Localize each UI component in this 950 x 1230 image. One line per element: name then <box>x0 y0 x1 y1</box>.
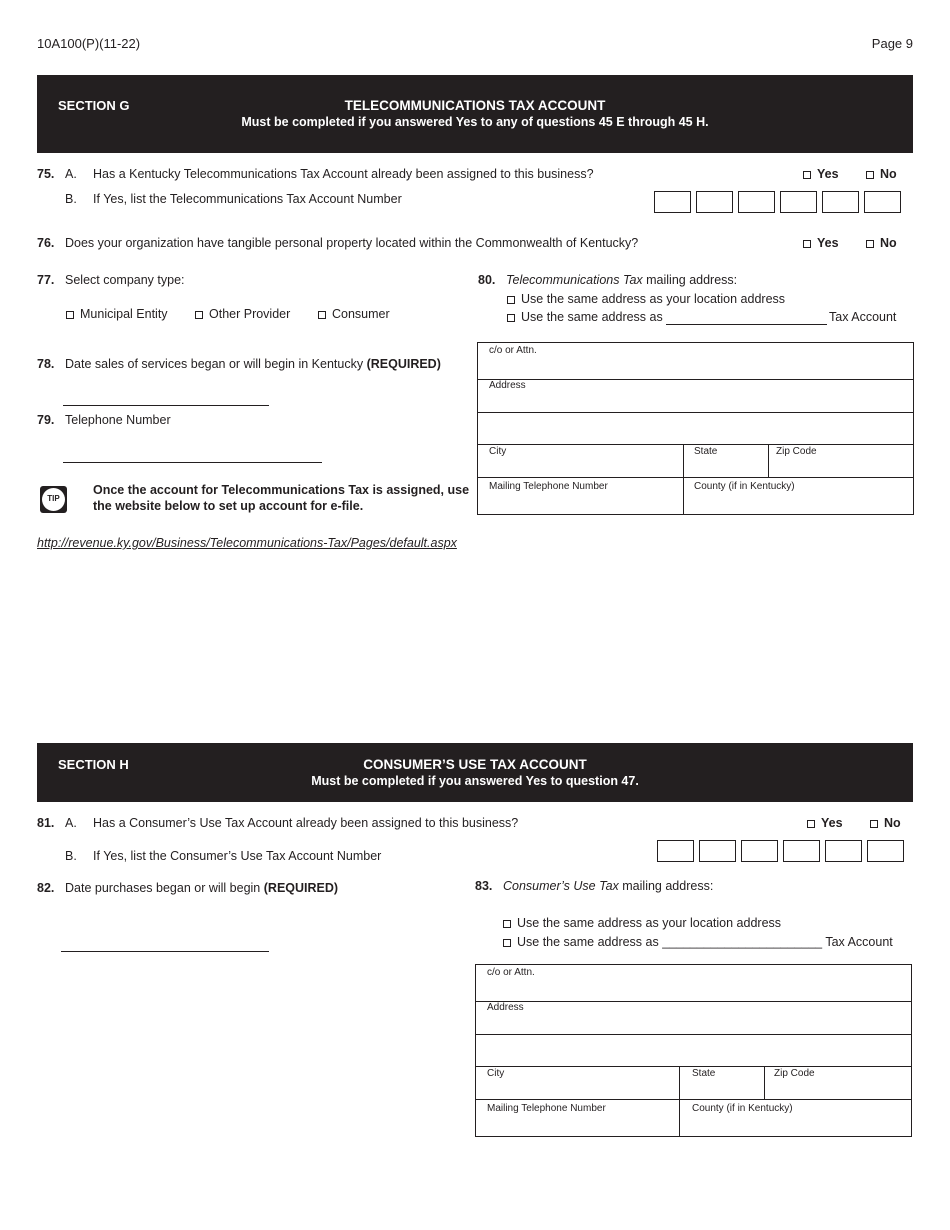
q83-title <box>503 879 713 893</box>
q80-number: 80. <box>478 273 496 287</box>
h-attn-label: c/o or Attn. <box>487 967 535 978</box>
q79-text: Telephone Number <box>65 413 171 427</box>
q81a-letter: A. <box>65 816 77 830</box>
q77-text: Select company type: <box>65 273 185 287</box>
q80-tax-account-field[interactable] <box>666 324 827 325</box>
q81-account-digit-box[interactable] <box>783 840 820 862</box>
q75a-letter: A. <box>65 167 77 181</box>
g-county-label: County (if in Kentucky) <box>694 481 795 492</box>
q83-location-label: Use the same address as your location address <box>517 916 782 930</box>
h-county-label: County (if in Kentucky) <box>692 1103 793 1114</box>
q75b-letter: B. <box>65 192 77 206</box>
q81-yes-option[interactable] <box>807 816 843 830</box>
g-phone-label: Mailing Telephone Number <box>489 481 608 492</box>
q77-municipal-checkbox[interactable] <box>66 311 74 319</box>
section-h-subtitle: Must be completed if you answered Yes to question 47. <box>311 774 639 788</box>
q76-number: 76. <box>37 236 55 250</box>
g-attn-label: c/o or Attn. <box>489 345 537 356</box>
q77-municipal-label: Municipal Entity <box>80 307 168 321</box>
q81-yes-checkbox[interactable] <box>807 820 815 828</box>
q75-no-label: No <box>880 167 897 181</box>
section-g-label: SECTION G <box>58 98 130 113</box>
q76-yes-checkbox[interactable] <box>803 240 811 248</box>
section-h-title: CONSUMER’S USE TAX ACCOUNT <box>363 757 587 772</box>
g-city-label: City <box>489 446 507 457</box>
h-address-label: Address <box>487 1002 524 1013</box>
q82-number: 82. <box>37 881 55 895</box>
g-zip-label: Zip Code <box>776 446 817 457</box>
q82-text: Date purchases began or will begin <box>65 881 261 895</box>
q83-option-same-as[interactable] <box>503 935 893 949</box>
q78-date-field[interactable] <box>63 405 269 406</box>
form-number: 10A100(P)(11-22) <box>37 36 141 51</box>
q83-option-location[interactable] <box>503 916 781 930</box>
section-h-label: SECTION H <box>58 757 129 772</box>
q77-option-municipal[interactable] <box>66 307 168 321</box>
section-h-banner <box>37 743 913 802</box>
q80-same-as-label: Use the same address as <box>521 310 663 324</box>
q75-no-option[interactable] <box>866 167 897 181</box>
q80-same-as-checkbox[interactable] <box>507 314 515 322</box>
q75-no-checkbox[interactable] <box>866 171 874 179</box>
q75-yes-checkbox[interactable] <box>803 171 811 179</box>
q81-account-digit-box[interactable] <box>825 840 862 862</box>
q83-same-as-checkbox[interactable] <box>503 939 511 947</box>
tip-icon-text: TIP <box>47 494 60 503</box>
q80-location-checkbox[interactable] <box>507 296 515 304</box>
q79-number: 79. <box>37 413 55 427</box>
q81-account-digit-box[interactable] <box>699 840 736 862</box>
q75-account-digit-box[interactable] <box>822 191 859 213</box>
q81-yes-label: Yes <box>821 816 843 830</box>
q76-no-label: No <box>880 236 897 250</box>
q77-option-other-provider[interactable] <box>195 307 290 321</box>
q81-account-digit-box[interactable] <box>741 840 778 862</box>
q82-date-field[interactable] <box>61 951 269 952</box>
section-h-address-block <box>475 964 912 1137</box>
q76-yes-option[interactable] <box>803 236 839 250</box>
telecom-tax-link[interactable]: http://revenue.ky.gov/Business/Telecommunications-Tax/Pages/default.aspx <box>37 536 457 550</box>
q77-option-consumer[interactable] <box>318 307 390 321</box>
q78-text: Date sales of services began or will begin in Kentucky <box>65 357 364 371</box>
q81b-letter: B. <box>65 849 77 863</box>
q82-required: (REQUIRED) <box>263 881 339 895</box>
q81-no-checkbox[interactable] <box>870 820 878 828</box>
q75-account-digit-box[interactable] <box>696 191 733 213</box>
tip-line-2: the website below to set up account for e-file. <box>93 499 364 513</box>
h-state-label: State <box>692 1068 716 1079</box>
q78-question <box>65 357 441 371</box>
q77-consumer-checkbox[interactable] <box>318 311 326 319</box>
section-g-subtitle: Must be completed if you answered Yes to any of questions 45 E through 45 H. <box>241 115 709 129</box>
q76-yes-label: Yes <box>817 236 839 250</box>
h-zip-label: Zip Code <box>774 1068 815 1079</box>
q75-yes-option[interactable] <box>803 167 839 181</box>
q80-title-rest: mailing address: <box>642 273 738 287</box>
q83-same-as-label: Use the same address as _______________________ Tax Account <box>517 935 893 949</box>
tip-icon <box>40 486 67 513</box>
g-address-label: Address <box>489 380 526 391</box>
q80-option-location[interactable] <box>507 292 785 306</box>
q76-no-option[interactable] <box>866 236 897 250</box>
q80-title <box>506 273 737 287</box>
q83-title-rest: mailing address: <box>618 879 714 893</box>
q77-consumer-label: Consumer <box>332 307 390 321</box>
q81b-text: If Yes, list the Consumer’s Use Tax Account Number <box>93 849 382 863</box>
g-state-label: State <box>694 446 718 457</box>
tip-line-1: Once the account for Telecommunications Tax is assigned, use <box>93 483 470 497</box>
q78-required: (REQUIRED) <box>366 357 441 371</box>
q81-account-digit-box[interactable] <box>867 840 904 862</box>
q81-number: 81. <box>37 816 55 830</box>
section-g-banner <box>37 75 913 153</box>
section-g-title: TELECOMMUNICATIONS TAX ACCOUNT <box>344 98 606 113</box>
q75-account-digit-box[interactable] <box>738 191 775 213</box>
q81a-text: Has a Consumer’s Use Tax Account already been assigned to this business? <box>93 816 519 830</box>
q75-account-digit-box[interactable] <box>780 191 817 213</box>
q83-number: 83. <box>475 879 493 893</box>
q81-account-digit-box[interactable] <box>657 840 694 862</box>
q75-number: 75. <box>37 167 55 181</box>
section-g-address-block <box>477 342 914 515</box>
q82-question <box>65 881 338 895</box>
q77-other-provider-label: Other Provider <box>209 307 291 321</box>
q80-option-same-as[interactable] <box>507 310 663 324</box>
q76-text: Does your organization have tangible personal property located within the Commonwealth of Kentucky? <box>65 236 639 250</box>
q75b-text: If Yes, list the Telecommunications Tax Account Number <box>93 192 402 206</box>
q78-number: 78. <box>37 357 55 371</box>
q77-number: 77. <box>37 273 55 287</box>
q77-other-provider-checkbox[interactable] <box>195 311 203 319</box>
q79-telephone-field[interactable] <box>63 462 322 463</box>
q76-no-checkbox[interactable] <box>866 240 874 248</box>
q83-location-checkbox[interactable] <box>503 920 511 928</box>
q81-no-option[interactable] <box>870 816 901 830</box>
q80-tax-account-label: Tax Account <box>829 310 897 324</box>
h-city-label: City <box>487 1068 505 1079</box>
q75-account-digit-box[interactable] <box>864 191 901 213</box>
q83-title-italic: Consumer’s Use Tax <box>503 879 619 893</box>
h-phone-label: Mailing Telephone Number <box>487 1103 606 1114</box>
q80-title-italic: Telecommunications Tax <box>506 273 643 287</box>
q81-no-label: No <box>884 816 901 830</box>
q75a-text: Has a Kentucky Telecommunications Tax Account already been assigned to this business? <box>93 167 594 181</box>
q75-account-digit-box[interactable] <box>654 191 691 213</box>
q75-yes-label: Yes <box>817 167 839 181</box>
q80-location-label: Use the same address as your location address <box>521 292 786 306</box>
page-number: Page 9 <box>871 36 913 51</box>
